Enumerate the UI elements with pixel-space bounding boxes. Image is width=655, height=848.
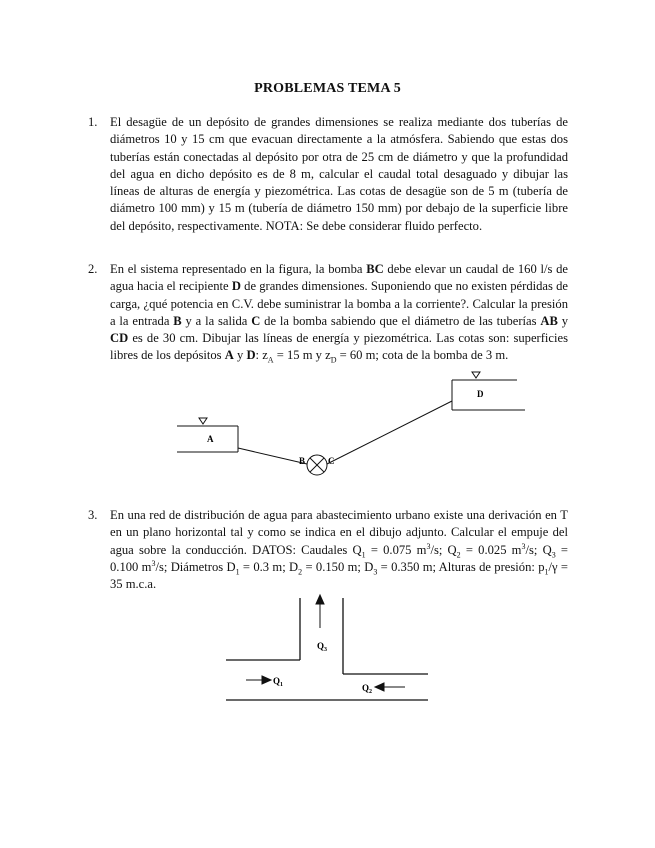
page-title: PROBLEMAS TEMA 5 [254,81,401,96]
label-a: A [207,434,214,444]
arrow-left-icon [375,683,405,691]
label-q2: $Q_2$ [362,683,373,695]
label-q3: $Q_3$ [317,641,328,653]
label-c: C [328,456,335,466]
problem-number: 2. [88,262,98,276]
problem-text: El desagüe de un depósito de grandes dimensiones se realiza mediante dos tuberías de diámetros 10 y 15 cm que evacuan directamente a la atmósfera. Sabiendo que estas dos tuberías están conectadas al depósito por otra de 25 cm de diámetro y que la profundidad del agua en dicho depósito es de 8 m, calcular el caudal total desaguado y dibujar las líneas de alturas de energía y piezométrica. Las cotas de desagüe son de 5 m (tubería de diámetro 100 mm) y 15 m (tubería de diámetro 150 mm) por debajo de la superficie libre del depósito, respectivamente. NOTA: Se debe considerar fluido perfecto. [110,115,568,233]
label-b: B [299,456,306,466]
problem-text: En el sistema representado en la figura, la bomba BC debe elevar un caudal de 160 l/s de agua hacia el recipiente D de grandes dimensiones. Suponiendo que no existen pérdidas de carga, ¿qué potencia en C.V. debe suministrar la bomba a la corriente?. Calcular la presión a la entrada B y a la salida C de la bomba sabiendo que el diámetro de las tuberías AB y CD es de 30 cm. Dibujar las líneas de energía y piezométrica. Las cotas son: superficies libres de los depósitos A y D: $z_A = 15$ m y $z_D = 60$ m; cota de la bomba de 3 m. [110,262,569,365]
problem-number: 1. [88,115,98,129]
problem-text: En una red de distribución de agua para abastecimiento urbano existe una derivación en T en un plano horizontal tal y como se indica en el dibujo adjunto. Calcular el empuje del agua sobre la conducción. DATOS: Caudales $Q_1 = 0.075$ $m^3/s$; $Q_2 = 0.025$ $m^3/s$; $Q_3 = 0.100$ $m^3/s$; Diámetros $D_1 = 0.3$ m; $D_2 = 0.150$ m; $D_3 = 0.350$ m; Alturas de presión: $p_1/\gamma = 35$ m.c.a. [110,508,568,592]
arrow-right-icon [246,676,271,684]
label-d: D [477,389,484,399]
arrow-up-icon [316,595,324,628]
label-q1: $Q_1$ [273,676,284,688]
problem-number: 3. [88,508,98,522]
